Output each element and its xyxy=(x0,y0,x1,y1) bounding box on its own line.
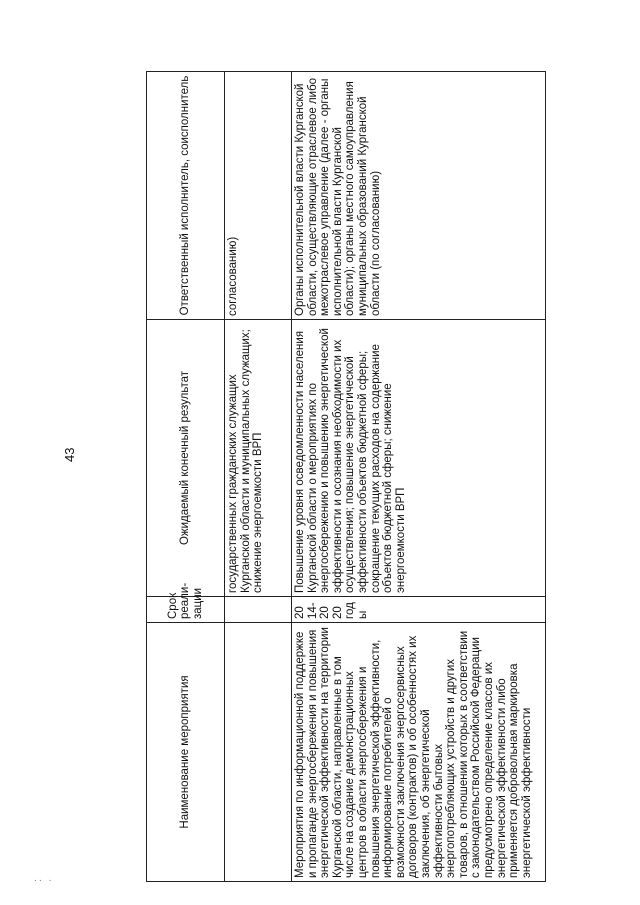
header-activity: Наименование мероприятия xyxy=(147,623,225,882)
cell-term xyxy=(225,597,292,623)
cell-result: Повышение уровня осведомленности населения Курганской области о мероприятиях по энергосбережению и повышению энергетической эффективности и осознания необходимости их осуществления; повышение энергетической эффективности объектов бюджетной сферы; сокращение текущих расходов на содержание объектов бюджетной сферы; снижение энергоемкости ВРП xyxy=(292,320,546,597)
cell-activity: Мероприятия по информационной поддержке и пропаганде энергосбережения и повышения энергетической эффективности на территории Курганской области, направленные в том числе на создание демонстрационных центров в области энергосбережения и повышения энергетической эффективности, информирование потребителей о возможности заключения энергосервисных договоров (контрактов) и об особенностях их заключения, об энергетической эффективности бытовых энергопотребляющих устройств и других товаров, в отношении которых в соответствии с законодательством Российской Федерации предусмотрено определение классов их энергетической эффективности либо применяется добровольная маркировка энергетической эффективности xyxy=(292,623,546,882)
measures-table xyxy=(146,71,546,882)
cell-responsible: Органы исполнительной власти Курганской области, осуществляющие отраслевое либо межотраслевое управление (далее - органы исполнительной власти Курганской области); органы местного самоуправления муниципальных образований Курганской области (по согласованию) xyxy=(292,72,546,320)
header-term: Срок реали-зации xyxy=(147,597,225,623)
header-responsible: Ответственный исполнитель, соисполнитель xyxy=(147,72,225,320)
cell-activity xyxy=(225,623,292,882)
cell-responsible: согласованию) xyxy=(225,72,292,320)
cell-result: государственных гражданских служащих Курганской области и муниципальных служащих; снижение энергоемкости ВРП xyxy=(225,320,292,597)
cell-term: 2014-2020 годы xyxy=(292,597,546,623)
scan-marks: .. . xyxy=(34,874,54,884)
header-result: Ожидаемый конечный результат xyxy=(147,320,225,597)
rotated-table-wrapper xyxy=(146,72,546,882)
page-number: 43 xyxy=(62,447,77,462)
table-header-row xyxy=(147,72,225,882)
table-row-continuation xyxy=(225,72,292,882)
table-row-main xyxy=(292,72,546,882)
